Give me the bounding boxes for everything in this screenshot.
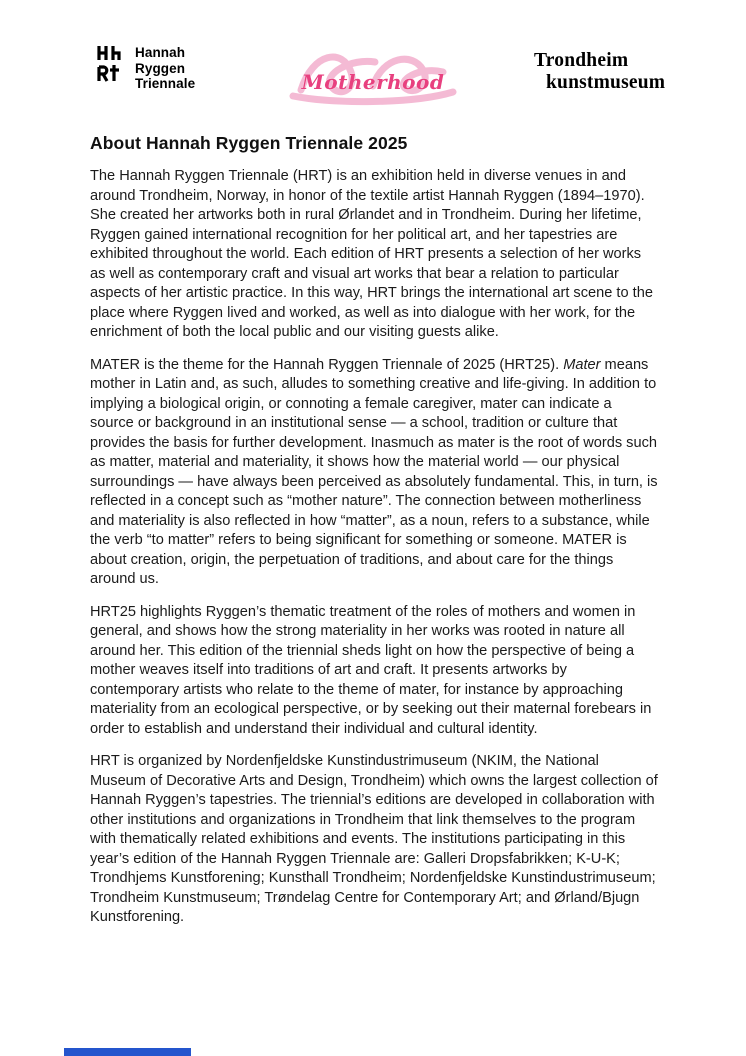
tkm-logo-line1: Trondheim — [534, 50, 629, 71]
hrt-logo-text — [135, 44, 195, 92]
paragraph: MATER is the theme for the Hannah Ryggen Triennale of 2025 (HRT25). Mater means mother in Latin and, as such, alludes to something creative and life-giving. In addition to implying a biological origin, or connoting a female caregiver, mater can indicate a source or background in an institutional sense — a school, tradition or culture that provides the basis for further development. Inasmuch as mater is the root of words such as matter, material and materiality, it shows how the material world — our physical surroundings — have always been perceived as absolutely fundamental. This, in turn, is reflected in a concept such as “mother nature”. The connection between motherliness and materiality is also reflected in how “matter”, as a noun, refers to a substance, while the verb “to matter” refers to being significant for something or someone. MATER is about creation, origin, the perpetuation of traditions, and about care for the things around us. — [90, 356, 658, 587]
page-title: About Hannah Ryggen Triennale 2025 — [90, 133, 408, 153]
motherhood-logo-text: Motherhood — [301, 70, 445, 94]
motherhood-logo — [273, 46, 473, 106]
paragraph: HRT is organized by Nordenfjeldske Kunstindustrimuseum (NKIM, the National Museum of Decorative Arts and Design, Trondheim) which owns the largest collection of Hannah Ryggen’s tapestries. The triennial’s editions are developed in collaboration with other institutions and organizations in Trondheim that link themselves to the program with thematically related exhibitions and events. The institutions participating in this year’s edition of the Hannah Ryggen Triennale are: Galleri Dropsfabrikken; K-U-K; Trondhjems Kunstforening; Kunsthall Trondheim; Nordenfjeldske Kunstindustrimuseum; Trondheim Kunstmuseum; Trøndelag Centre for Contemporary Art; and Ørland/Bjugn Kunstforening. — [90, 753, 658, 925]
tkm-logo-line2: kunstmuseum — [546, 72, 666, 93]
trondheim-kunstmuseum-logo — [534, 50, 665, 94]
footer-color-bar — [64, 1048, 191, 1056]
hrt-triennale-logo — [96, 44, 195, 92]
paragraph: HRT25 highlights Ryggen’s thematic treatment of the roles of mothers and women in general, and shows how the strong materiality in her works was rooted in nature all around her. This edition of the triennial sheds light on how the perspective of being a mother weaves itself into traditions of art and craft. It presents artworks by contemporary artists who relate to the theme of mater, for instance by approaching materiality from an ecological perspective, or by seeking out their maternal forebears in order to establish and understand their individual and cultural identity. — [90, 603, 652, 737]
article-body — [90, 167, 658, 928]
paragraph: The Hannah Ryggen Triennale (HRT) is an exhibition held in diverse venues in and around Trondheim, Norway, in honor of the textile artist Hannah Ryggen (1894–1970). She created her artworks both in rural Ørlandet and in Trondheim. During her lifetime, Ryggen gained international recognition for her political art, and her tapestries are exhibited throughout the world. Each edition of HRT presents a selection of her works as well as contemporary craft and visual art works that bear a relation to particular aspects of her artistic practice. In this way, HRT brings the international art scene to the place where Ryggen lived and worked, as well as into dialogue with her work, for the enrichment of both the local public and our visiting guests alike. — [90, 168, 653, 340]
hrt-logo-line1: Hannah — [135, 45, 186, 60]
article — [90, 133, 658, 941]
hrt-logo-line3: Triennale — [135, 76, 196, 91]
hrt-monogram-icon — [96, 44, 126, 84]
hrt-logo-line2: Ryggen — [135, 60, 186, 76]
